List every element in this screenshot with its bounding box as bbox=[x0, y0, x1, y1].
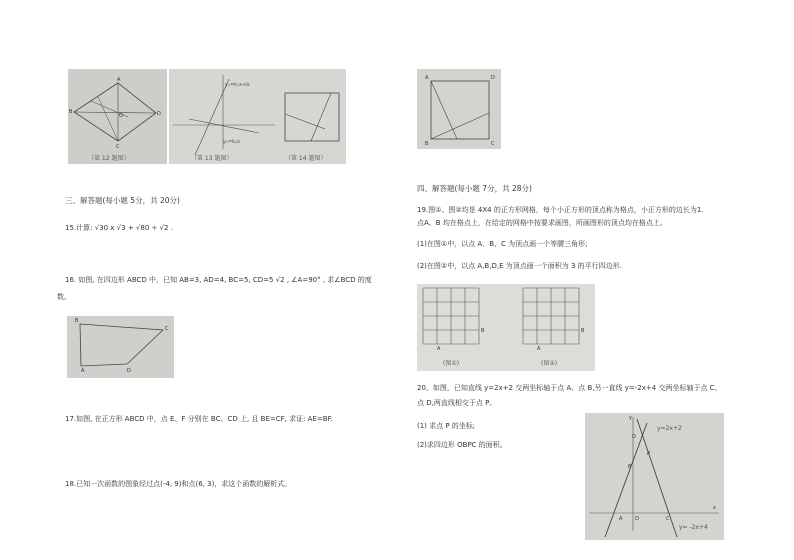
svg-text:C: C bbox=[165, 326, 169, 332]
figure-q20 bbox=[585, 413, 724, 540]
figure-q13 bbox=[169, 69, 279, 164]
svg-text:A: A bbox=[537, 346, 541, 352]
svg-text:B: B bbox=[628, 464, 632, 470]
question-20-line1: 20、如图，已知直线 y=2x+2 交两坐标轴于点 A、点 B,另一直线 y=-2x+4 交两坐标轴于点 C、 bbox=[417, 384, 722, 392]
svg-text:A: A bbox=[425, 75, 429, 81]
svg-text:x: x bbox=[713, 505, 716, 511]
svg-text:B: B bbox=[481, 328, 485, 334]
quadrilateral-diagram bbox=[67, 316, 174, 378]
svg-text:y: y bbox=[629, 415, 632, 421]
grid-caption-2: (图②) bbox=[541, 360, 558, 367]
svg-text:C: C bbox=[491, 141, 495, 147]
rhombus-diagram bbox=[68, 69, 167, 164]
question-20-sub2: (2)求四边形 OBPC 的面积。 bbox=[417, 441, 507, 449]
question-16-line1: 16. 如图, 在四边形 ABCD 中，已知 AB=3, AD=4, BC=5, CD=5 √2 , ∠A=90° , 求∠BCD 的度 bbox=[65, 276, 372, 284]
svg-text:B: B bbox=[69, 109, 73, 115]
svg-text:P: P bbox=[647, 451, 651, 457]
figure-q19-grids bbox=[417, 284, 595, 371]
svg-text:A: A bbox=[437, 346, 441, 352]
coordinate-diagram bbox=[585, 413, 724, 540]
grid-caption-1: (图①) bbox=[443, 360, 460, 367]
svg-text:A: A bbox=[117, 77, 121, 83]
svg-text:B: B bbox=[425, 141, 429, 147]
svg-text:C: C bbox=[666, 516, 670, 522]
figure-q12 bbox=[68, 69, 167, 164]
question-19-sub1: (1)在图①中，以点 A、B、C 为顶点画一个等腰三角形; bbox=[417, 240, 588, 248]
svg-text:A: A bbox=[619, 516, 623, 522]
question-17: 17.如图, 在正方形 ABCD 中，点 E、F 分别在 BC、CD 上, 且 BE=CF, 求证: AE=BF. bbox=[65, 415, 333, 423]
svg-text:B: B bbox=[75, 318, 79, 324]
figure-q16 bbox=[67, 316, 174, 378]
svg-text:D: D bbox=[632, 434, 636, 440]
svg-text:A: A bbox=[81, 368, 85, 374]
section-heading-3: 三、解答题(每小题 5分，共 20分) bbox=[65, 196, 180, 205]
square-diagram bbox=[279, 69, 346, 164]
line-label-2: y= -2x+4 bbox=[679, 524, 708, 531]
line-graph-diagram bbox=[169, 69, 279, 164]
section-heading-4: 四、解答题(每小题 7分，共 28分) bbox=[417, 184, 532, 193]
question-20-line2: 点 D,两直线相交于点 P。 bbox=[417, 399, 497, 407]
figure-caption: （第 12 题图） bbox=[88, 155, 130, 162]
figure-caption: （第 14 题图） bbox=[285, 155, 327, 162]
question-19-line2: 点A、B 均在格点上，在给定的网格中按要求画图，所画图形的顶点均在格点上。 bbox=[417, 219, 667, 227]
figure-square-top-right bbox=[417, 69, 501, 149]
question-19-line1: 19.图①、图②均是 4X4 的正方形网格，每个小正方形的顶点称为格点，小正方形的边长为1. bbox=[417, 206, 704, 214]
square-diagram bbox=[417, 69, 501, 149]
question-16-line2: 数。 bbox=[57, 293, 71, 301]
svg-text:O: O bbox=[119, 113, 123, 119]
line-label-1: y=2x+2 bbox=[657, 425, 682, 432]
svg-text:B: B bbox=[581, 328, 585, 334]
line-label-y2: y₂=k₂x bbox=[223, 139, 241, 145]
svg-text:D: D bbox=[491, 75, 495, 81]
figure-caption: （第 13 题图） bbox=[191, 155, 233, 162]
svg-text:C: C bbox=[116, 144, 120, 150]
svg-text:D: D bbox=[127, 368, 131, 374]
question-19-sub2: (2)在图②中，以点 A,B,D,E 为顶点画一个面积为 3 的平行四边形. bbox=[417, 262, 622, 270]
figure-q14 bbox=[279, 69, 346, 164]
line-label-y1: y₁=k₁x+b bbox=[225, 82, 250, 88]
question-18: 18.已知一次函数的图象经过点(-4, 9)和点(6, 3)，求这个函数的解析式。 bbox=[65, 480, 292, 488]
question-20-sub1: (1) 求点 P 的坐标; bbox=[417, 422, 476, 430]
svg-text:O: O bbox=[635, 516, 639, 522]
svg-text:D: D bbox=[157, 111, 161, 117]
question-15: 15.计算: √30 x √3 + √80 ÷ √2 . bbox=[65, 224, 173, 232]
